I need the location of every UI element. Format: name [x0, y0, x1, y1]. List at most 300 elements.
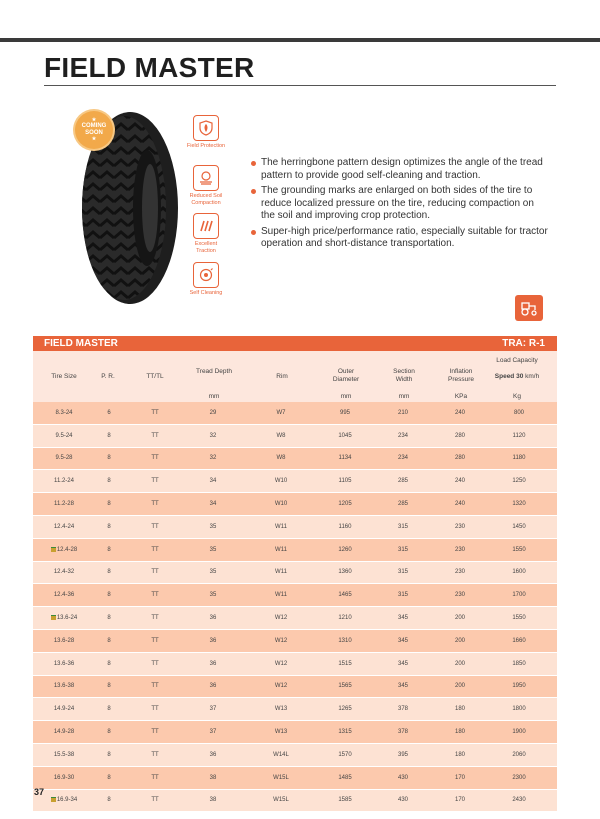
cell-outer-diameter: [323, 538, 367, 561]
table-row: [33, 470, 557, 493]
unit-inflation-pressure: KPa: [454, 393, 468, 400]
cell-value: W15L: [273, 797, 289, 804]
cell-tt: [123, 493, 187, 516]
coming-soon-badge: [75, 111, 113, 149]
cell-tread-depth: [187, 629, 239, 652]
cell-value: 230: [454, 523, 465, 530]
cell-tt: [123, 629, 187, 652]
cell-value: 1160: [338, 523, 352, 530]
cell-value: W11: [275, 523, 287, 530]
cell-section-width: [367, 538, 439, 561]
cell-value: 1550: [512, 615, 526, 622]
cell-value: W12: [274, 660, 288, 667]
table-row: [33, 561, 557, 584]
cell-value: 35: [209, 523, 217, 530]
cell-inflation-pressure: [439, 629, 481, 652]
cell-pr: [95, 424, 123, 447]
cell-load-capacity: [481, 698, 557, 721]
cell-value: 234: [397, 455, 408, 462]
cell-rim: [239, 470, 323, 493]
cell-inflation-pressure: [439, 721, 481, 744]
cell-tire-size: [33, 493, 95, 516]
cell-inflation-pressure: [439, 424, 481, 447]
cell-section-width: [367, 584, 439, 607]
cell-inflation-pressure: [439, 515, 481, 538]
cell-value: 9.5-24: [55, 432, 73, 439]
cell-inflation-pressure: [439, 538, 481, 561]
cell-pr: [95, 675, 123, 698]
badge-line2: SOON: [85, 130, 103, 136]
cell-value: 378: [397, 706, 408, 713]
cell-value: 8: [107, 660, 111, 667]
cell-value: W11: [275, 569, 287, 576]
cell-value: 1260: [338, 546, 352, 553]
cell-value: TT: [151, 660, 159, 667]
cell-value: 345: [397, 683, 408, 690]
cell-value: 240: [454, 478, 465, 485]
page-title: FIELD MASTER: [44, 52, 255, 83]
cell-value: 1205: [338, 501, 352, 508]
cell-outer-diameter: [323, 607, 367, 630]
cell-value: TT: [151, 409, 159, 416]
cell-value: TT: [151, 751, 159, 758]
cell-tire-size: [33, 607, 95, 630]
cell-value: 34: [209, 478, 217, 485]
cell-value: 35: [209, 592, 217, 599]
title-underline: [44, 85, 556, 86]
cell-outer-diameter: [323, 652, 367, 675]
self-cleaning-icon: [193, 262, 219, 288]
cell-value: 32: [209, 455, 217, 462]
cell-value: 1134: [338, 455, 352, 462]
cell-load-capacity: [481, 675, 557, 698]
cell-value: 1360: [338, 569, 352, 576]
cell-load-capacity: [481, 789, 557, 812]
cell-rim: [239, 743, 323, 766]
cell-value: 8: [107, 637, 111, 644]
cell-rim: [239, 561, 323, 584]
cell-value: 13.6-38: [53, 683, 75, 690]
cell-pr: [95, 447, 123, 470]
cell-value: 8: [107, 523, 111, 530]
cell-rim: [239, 493, 323, 516]
cell-rim: [239, 629, 323, 652]
cell-value: 1180: [512, 455, 526, 462]
cell-pr: [95, 561, 123, 584]
table-row: [33, 402, 557, 424]
cell-tt: [123, 766, 187, 789]
cell-inflation-pressure: [439, 698, 481, 721]
cell-load-capacity: [481, 561, 557, 584]
cell-value: 280: [454, 432, 465, 439]
col-header-load-capacity: Load Capacity: [496, 357, 538, 364]
cell-value: 1465: [338, 592, 352, 599]
cell-section-width: [367, 629, 439, 652]
cell-tread-depth: [187, 424, 239, 447]
cell-section-width: [367, 721, 439, 744]
cell-tread-depth: [187, 766, 239, 789]
cell-value: 38: [209, 774, 217, 781]
cell-value: 8: [107, 592, 111, 599]
cell-value: 170: [454, 774, 465, 781]
cell-value: 16.9-30: [53, 774, 75, 781]
cell-pr: [95, 652, 123, 675]
cell-value: 8: [107, 706, 111, 713]
cell-section-width: [367, 561, 439, 584]
cell-tire-size: [33, 402, 95, 424]
cell-pr: [95, 402, 123, 424]
cell-load-capacity: [481, 652, 557, 675]
cell-rim: [239, 538, 323, 561]
cell-pr: [95, 538, 123, 561]
unit-tread-depth: mm: [208, 393, 220, 400]
table-row: [33, 424, 557, 447]
cell-value: 8: [107, 478, 111, 485]
cell-value: 234: [397, 432, 408, 439]
cell-value: 36: [209, 615, 217, 622]
cell-value: 345: [397, 660, 408, 667]
cell-rim: [239, 584, 323, 607]
cell-tread-depth: [187, 493, 239, 516]
cell-tread-depth: [187, 470, 239, 493]
cell-load-capacity: [481, 721, 557, 744]
cell-pr: [95, 515, 123, 538]
load-speed-header: [495, 373, 539, 381]
table-row: [33, 675, 557, 698]
col-header-tire-size: Tire Size: [51, 373, 77, 380]
cell-load-capacity: [481, 515, 557, 538]
cell-rim: [239, 652, 323, 675]
cell-tire-size: [33, 743, 95, 766]
cell-value: 8: [107, 615, 111, 622]
cell-load-capacity: [481, 470, 557, 493]
cell-value: 800: [513, 409, 524, 416]
new-flag-icon: [51, 797, 56, 802]
cell-inflation-pressure: [439, 493, 481, 516]
cell-value: 1600: [512, 569, 526, 576]
cell-value: 280: [454, 455, 465, 462]
traction-icon: [193, 213, 219, 239]
cell-outer-diameter: [323, 584, 367, 607]
table-row: [33, 743, 557, 766]
unit-load: Kg: [513, 393, 521, 400]
cell-value: TT: [151, 478, 159, 485]
cell-tire-size: [33, 766, 95, 789]
cell-value: 8: [107, 797, 111, 804]
cell-pr: [95, 493, 123, 516]
feature-self-cleaning: [186, 262, 226, 297]
cell-inflation-pressure: [439, 789, 481, 812]
cell-inflation-pressure: [439, 470, 481, 493]
cell-value: TT: [151, 774, 159, 781]
cell-value: 378: [397, 729, 408, 736]
cell-tread-depth: [187, 652, 239, 675]
cell-value: TT: [151, 637, 159, 644]
cell-value: 1570: [338, 751, 352, 758]
cell-tread-depth: [187, 402, 239, 424]
feature-excellent-traction: [186, 213, 226, 254]
cell-tread-depth: [187, 698, 239, 721]
cell-value: 1120: [512, 432, 526, 439]
cell-inflation-pressure: [439, 561, 481, 584]
cell-value: 8: [107, 501, 111, 508]
cell-tread-depth: [187, 743, 239, 766]
cell-tt: [123, 698, 187, 721]
feature-label: Self Cleaning: [189, 290, 223, 296]
cell-pr: [95, 743, 123, 766]
cell-inflation-pressure: [439, 675, 481, 698]
cell-value: 36: [209, 660, 217, 667]
cell-value: 1045: [338, 432, 352, 439]
cell-pr: [95, 721, 123, 744]
cell-load-capacity: [481, 424, 557, 447]
cell-value: W10: [274, 501, 288, 508]
cell-outer-diameter: [323, 721, 367, 744]
cell-value: 15.5-38: [53, 751, 75, 758]
cell-value: 2300: [512, 774, 526, 781]
col-header-pr: P. R.: [101, 373, 115, 380]
bullet-item: The herringbone pattern design optimizes the angle of the tread pattern to provide good self-cleaning and traction.: [250, 157, 550, 182]
cell-value: 8: [107, 546, 111, 553]
col-header-tt: TT/TL: [146, 373, 164, 380]
cell-value: 38: [209, 797, 217, 804]
cell-value: 1250: [512, 478, 526, 485]
shield-leaf-icon: [193, 115, 219, 141]
col-header-inflation-pressure: Inflation Pressure: [447, 368, 474, 383]
cell-value: 1585: [338, 797, 352, 804]
cell-value: 200: [454, 615, 465, 622]
cell-pr: [95, 629, 123, 652]
cell-tt: [123, 447, 187, 470]
soil-compaction-icon: [193, 165, 219, 191]
cell-value: TT: [151, 683, 159, 690]
table-row: [33, 698, 557, 721]
cell-value: 1850: [512, 660, 526, 667]
cell-value: 230: [454, 546, 465, 553]
cell-tire-size: [33, 584, 95, 607]
cell-tire-size: [33, 561, 95, 584]
cell-tire-size: [33, 629, 95, 652]
feature-label: Excellent Traction: [194, 241, 218, 254]
cell-section-width: [367, 766, 439, 789]
cell-value: 395: [397, 751, 408, 758]
table-row: [33, 766, 557, 789]
cell-value: 37: [209, 706, 217, 713]
cell-value: TT: [151, 569, 159, 576]
cell-value: W15L: [273, 774, 289, 781]
cell-tt: [123, 789, 187, 812]
unit-section-width: mm: [398, 393, 410, 400]
cell-rim: [239, 789, 323, 812]
cell-rim: [239, 607, 323, 630]
cell-value: 1265: [338, 706, 352, 713]
cell-pr: [95, 789, 123, 812]
cell-value: 1515: [338, 660, 352, 667]
cell-value: 16.9-34: [56, 797, 78, 804]
cell-value: 1700: [512, 592, 526, 599]
cell-tire-size: [33, 698, 95, 721]
cell-value: 180: [454, 729, 465, 736]
cell-value: 35: [209, 569, 217, 576]
cell-value: TT: [151, 432, 159, 439]
cell-value: 8: [107, 751, 111, 758]
cell-value: W8: [276, 432, 286, 439]
cell-outer-diameter: [323, 424, 367, 447]
cell-value: 1485: [338, 774, 352, 781]
cell-value: 240: [454, 409, 465, 416]
cell-value: 1565: [338, 683, 352, 690]
cell-rim: [239, 698, 323, 721]
cell-rim: [239, 515, 323, 538]
cell-value: W10: [274, 478, 288, 485]
cell-inflation-pressure: [439, 584, 481, 607]
cell-load-capacity: [481, 629, 557, 652]
cell-value: W12: [274, 683, 288, 690]
cell-value: 200: [454, 683, 465, 690]
cell-tt: [123, 424, 187, 447]
cell-value: 210: [397, 409, 408, 416]
col-header-outer-diameter: Outer Diameter: [332, 368, 360, 383]
cell-value: 37: [209, 729, 217, 736]
cell-value: 29: [209, 409, 217, 416]
cell-value: 1900: [512, 729, 526, 736]
cell-value: 8.3-24: [55, 409, 73, 416]
table-row: [33, 721, 557, 744]
cell-tt: [123, 675, 187, 698]
cell-rim: [239, 402, 323, 424]
bullet-item: Super-high price/performance ratio, especially suitable for tractor operation and short-distance transportation.: [250, 226, 550, 251]
table-row: [33, 447, 557, 470]
cell-pr: [95, 698, 123, 721]
cell-value: 180: [454, 706, 465, 713]
cell-tread-depth: [187, 721, 239, 744]
cell-load-capacity: [481, 607, 557, 630]
cell-tread-depth: [187, 789, 239, 812]
cell-value: 345: [397, 637, 408, 644]
feature-reduced-soil-compaction: [186, 165, 226, 206]
cell-value: 315: [397, 569, 408, 576]
cell-rim: [239, 424, 323, 447]
cell-value: 32: [209, 432, 217, 439]
cell-value: 1660: [512, 637, 526, 644]
cell-inflation-pressure: [439, 766, 481, 789]
cell-outer-diameter: [323, 675, 367, 698]
cell-value: 1210: [338, 615, 352, 622]
cell-outer-diameter: [323, 493, 367, 516]
cell-tread-depth: [187, 675, 239, 698]
cell-value: 11.2-28: [54, 501, 74, 508]
cell-pr: [95, 766, 123, 789]
col-header-rim: Rim: [276, 373, 288, 380]
cell-pr: [95, 584, 123, 607]
cell-tt: [123, 721, 187, 744]
cell-outer-diameter: [323, 766, 367, 789]
cell-value: 1315: [338, 729, 352, 736]
top-rule: [0, 38, 600, 42]
cell-pr: [95, 607, 123, 630]
col-header-tread-depth: Tread Depth: [196, 368, 232, 375]
cell-tt: [123, 561, 187, 584]
cell-tt: [123, 584, 187, 607]
cell-tread-depth: [187, 584, 239, 607]
cell-value: 11.2-24: [54, 478, 74, 485]
cell-value: 35: [209, 546, 217, 553]
cell-load-capacity: [481, 447, 557, 470]
cell-value: 200: [454, 637, 465, 644]
cell-outer-diameter: [323, 629, 367, 652]
cell-load-capacity: [481, 743, 557, 766]
cell-value: W14L: [273, 751, 289, 758]
cell-value: 315: [397, 523, 408, 530]
cell-value: 8: [107, 683, 111, 690]
cell-value: 36: [209, 751, 217, 758]
cell-value: W8: [276, 455, 286, 462]
feature-description-list: [250, 157, 550, 254]
cell-value: TT: [151, 501, 159, 508]
cell-section-width: [367, 493, 439, 516]
table-row: [33, 493, 557, 516]
cell-value: TT: [151, 523, 159, 530]
cell-value: 995: [339, 409, 350, 416]
cell-tt: [123, 402, 187, 424]
cell-section-width: [367, 698, 439, 721]
cell-tire-size: [33, 721, 95, 744]
cell-tread-depth: [187, 538, 239, 561]
cell-value: TT: [151, 592, 159, 599]
cell-tt: [123, 538, 187, 561]
cell-section-width: [367, 515, 439, 538]
cell-tire-size: [33, 447, 95, 470]
table-row: [33, 607, 557, 630]
cell-value: 1310: [338, 637, 352, 644]
cell-value: TT: [151, 455, 159, 462]
cell-rim: [239, 766, 323, 789]
cell-tread-depth: [187, 447, 239, 470]
cell-value: 315: [397, 592, 408, 599]
cell-value: 13.6-36: [53, 660, 75, 667]
cell-value: 315: [397, 546, 408, 553]
new-flag-icon: [51, 547, 56, 552]
cell-value: 1320: [512, 501, 526, 508]
cell-value: 1550: [512, 546, 526, 553]
cell-value: 1950: [512, 683, 526, 690]
cell-load-capacity: [481, 766, 557, 789]
feature-label: Field Protection: [186, 143, 226, 149]
cell-inflation-pressure: [439, 402, 481, 424]
cell-value: W11: [275, 546, 287, 553]
star-icon: ★: [91, 117, 97, 123]
cell-value: 1450: [512, 523, 526, 530]
table-row: [33, 629, 557, 652]
cell-value: W12: [274, 615, 288, 622]
new-flag-icon: [51, 615, 56, 620]
cell-load-capacity: [481, 493, 557, 516]
cell-load-capacity: [481, 402, 557, 424]
cell-value: W11: [275, 592, 287, 599]
cell-inflation-pressure: [439, 447, 481, 470]
cell-section-width: [367, 743, 439, 766]
cell-rim: [239, 721, 323, 744]
cell-value: 8: [107, 729, 111, 736]
cell-tire-size: [33, 424, 95, 447]
table-row: [33, 584, 557, 607]
cell-value: 230: [454, 592, 465, 599]
cell-value: 180: [454, 751, 465, 758]
table-code: TRA: R-1: [502, 338, 545, 349]
cell-value: 6: [107, 409, 111, 416]
tractor-icon: [515, 295, 543, 321]
cell-section-width: [367, 789, 439, 812]
